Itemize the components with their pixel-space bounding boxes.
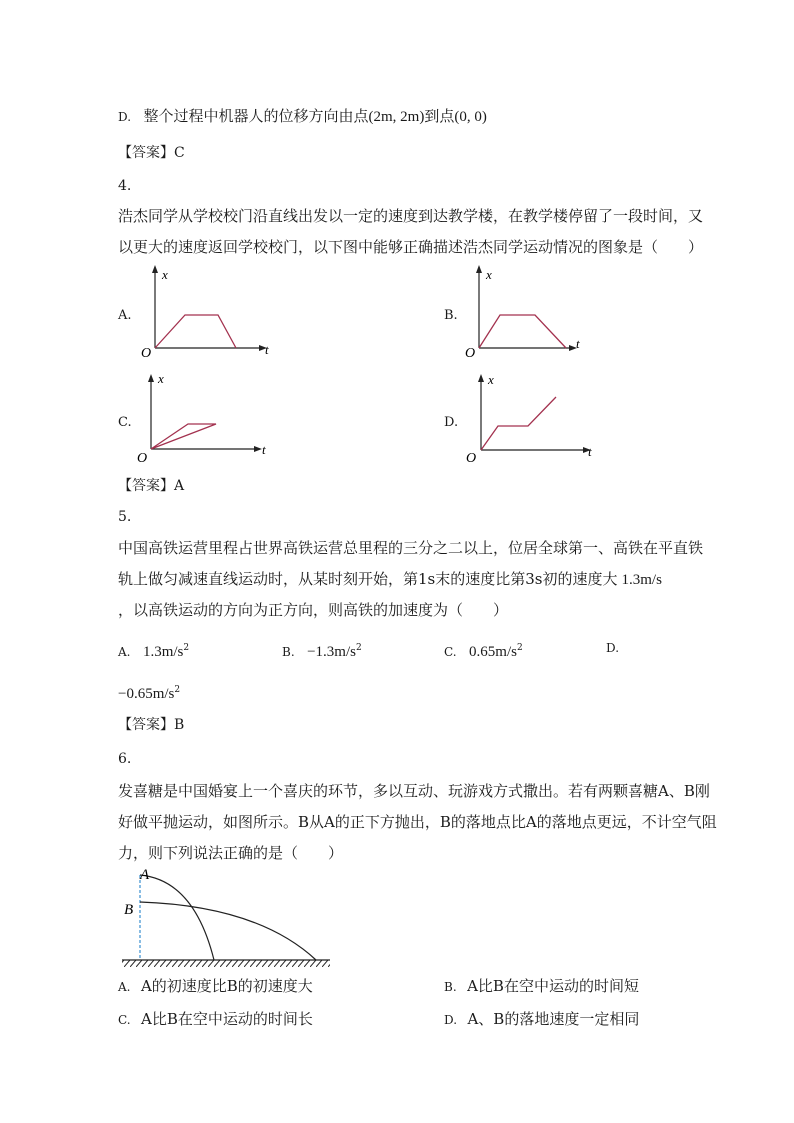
x-axis-label: t [262, 442, 266, 457]
q4-option-d-graph [464, 370, 614, 470]
q5-option-a-exponent: 2 [183, 643, 190, 653]
q6-stem-line1: 发喜糖是中国婚宴上一个喜庆的环节，多以互动、玩游戏方式撒出。若有两颗喜糖A、B刚 [118, 782, 710, 800]
q3-option-d-text-a: 整个过程中机器人的位移方向由点 [143, 107, 369, 125]
q6-option-c-text: A比B在空中运动的时间长 [141, 1010, 313, 1028]
q4-option-d-label: D. [444, 415, 459, 430]
q3-option-d-point2: (0, 0) [454, 109, 487, 125]
q3-option-d [118, 106, 487, 127]
q4-option-c-graph [134, 368, 284, 468]
q6-projectile-figure [118, 862, 348, 970]
q5-stem-line2-text: 轨上做匀减速直线运动时，从某时刻开始，第1s末的速度比第3s初的速度大 [118, 570, 618, 588]
q5-option-a-value: 1.3m/s [142, 644, 184, 660]
q4-option-a-graph [138, 262, 288, 362]
origin-label: O [141, 346, 152, 361]
origin-label: O [466, 451, 477, 466]
graph-line [151, 424, 216, 449]
x-axis-label: t [576, 336, 580, 351]
q5-option-b-exponent: 2 [355, 643, 362, 653]
origin-label: O [465, 346, 476, 361]
q5-answer: 【答案】B [118, 717, 185, 733]
q5-stem-line3: ，以高铁运动的方向为正方向，则高铁的加速度为（ ） [118, 601, 509, 619]
q3-option-d-text-b: 到点 [424, 107, 455, 125]
q6-option-a [118, 976, 313, 997]
q3-answer: 【答案】C [118, 145, 185, 161]
q5-option-a [118, 638, 189, 662]
q6-option-a-text: A的初速度比B的初速度大 [140, 977, 313, 995]
q5-option-a-label: A. [118, 645, 131, 659]
q5-stem-line2 [118, 569, 662, 590]
q3-option-d-point1: (2m, 2m) [368, 109, 425, 125]
q6-option-a-label: A. [118, 980, 131, 994]
q4-number: 4. [118, 178, 132, 194]
q4-option-a-label: A. [118, 308, 132, 323]
q6-stem-line2: 好做平抛运动，如图所示。B从A的正下方抛出，B的落地点比A的落地点更远，不计空气阻 [118, 813, 717, 831]
q5-option-d-value: −0.65m/s [118, 686, 175, 702]
x-axis-label: t [265, 342, 269, 357]
label-a: A [140, 867, 150, 883]
y-axis-label: x [488, 372, 494, 387]
q3-option-d-label: D. [118, 110, 132, 124]
q5-option-c-exponent: 2 [516, 643, 523, 653]
q4-answer: 【答案】A [118, 478, 185, 494]
label-b: B [124, 902, 134, 918]
q6-option-d [444, 1009, 639, 1030]
q5-option-c-label: C. [444, 645, 457, 659]
x-axis-arrow-icon [254, 446, 262, 452]
y-axis-arrow-icon [478, 374, 484, 382]
q6-option-b-text: A比B在空中运动的时间短 [467, 977, 639, 995]
q5-option-d-value-line [118, 680, 180, 704]
q6-option-c-label: C. [118, 1013, 131, 1027]
q5-option-d-label: D. [606, 641, 620, 655]
q5-option-c [444, 638, 523, 662]
trajectory-b [140, 902, 316, 960]
graph-line [155, 315, 236, 348]
q4-option-b-label: B. [444, 308, 458, 323]
origin-label: O [137, 451, 148, 466]
y-axis-label: x [486, 267, 492, 282]
q4-stem-line2: 以更大的速度返回学校校门，以下图中能够正确描述浩杰同学运动情况的图象是（ ） [118, 238, 704, 256]
q5-option-c-value: 0.65m/s [469, 644, 517, 660]
q4-stem-line1: 浩杰同学从学校校门沿直线出发以一定的速度到达教学楼，在教学楼停留了一段时间，又 [118, 207, 704, 225]
trajectory-a [140, 875, 214, 960]
q5-option-b-value: −1.3m/s [307, 644, 356, 660]
y-axis-arrow-icon [152, 265, 158, 273]
q5-option-b [282, 638, 362, 662]
q5-option-b-label: B. [282, 645, 295, 659]
q6-option-d-label: D. [444, 1013, 458, 1027]
q6-number: 6. [118, 751, 132, 767]
q5-number: 5. [118, 509, 132, 525]
q5-speed-value: 1.3m/s [621, 572, 662, 588]
q6-option-c [118, 1009, 313, 1030]
graph-line [479, 315, 566, 348]
q5-option-d-exponent: 2 [174, 685, 181, 695]
x-axis-label: t [588, 444, 592, 459]
y-axis-arrow-icon [148, 374, 154, 382]
y-axis-label: x [158, 371, 164, 386]
q6-option-b [444, 976, 639, 997]
q6-stem-line3: 力，则下列说法正确的是（ ） [118, 844, 344, 862]
q5-stem-line1: 中国高铁运营里程占世界高铁运营总里程的三分之二以上，位居全球第一、高铁在平直铁 [118, 539, 704, 557]
y-axis-label: x [162, 267, 168, 282]
y-axis-arrow-icon [476, 265, 482, 273]
graph-line [481, 397, 556, 450]
q6-option-d-text: A、B的落地速度一定相同 [467, 1010, 640, 1028]
q4-option-c-label: C. [118, 415, 132, 430]
q6-option-b-label: B. [444, 980, 457, 994]
q4-option-b-graph [462, 262, 612, 362]
ground-hatching [122, 960, 330, 967]
